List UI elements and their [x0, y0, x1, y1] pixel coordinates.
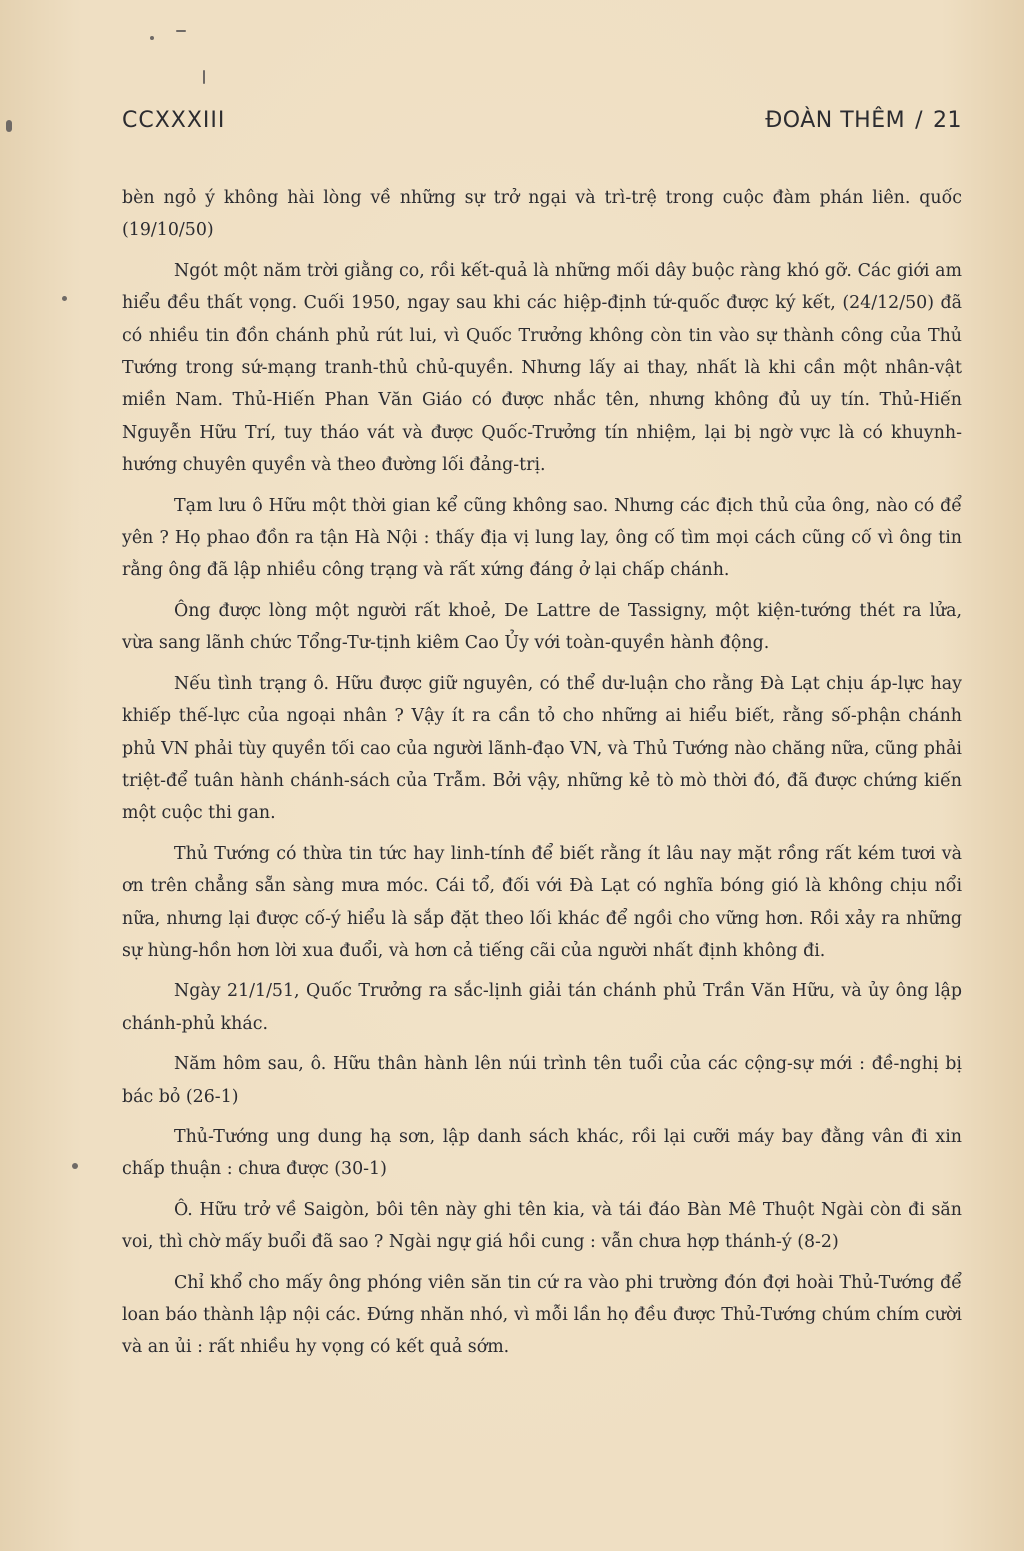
- page-number: 21: [933, 108, 962, 133]
- scan-speck: [150, 36, 154, 40]
- scan-speck: [6, 120, 12, 132]
- paragraph: Ô. Hữu trở về Saigòn, bôi tên này ghi tên kia, và tái đáo Bàn Mê Thuột Ngài còn đi săn voi, thì chờ mấy buổi đã sao ? Ngài ngự giá hồi cung : vẫn chưa hợp thánh-ý (8-2): [122, 1199, 962, 1253]
- header-separator: /: [915, 108, 923, 133]
- running-head: [765, 108, 962, 133]
- paragraph: bèn ngỏ ý không hài lòng về những sự trở ngại và trì-trệ trong cuộc đàm phán liên. quốc (19/10/50): [122, 188, 962, 241]
- paragraph: Ngày 21/1/51, Quốc Trưởng ra sắc-lịnh giải tán chánh phủ Trần Văn Hữu, và ủy ông lập chánh-phủ khác.: [122, 981, 962, 1034]
- paragraph: Nếu tình trạng ô. Hữu được giữ nguyên, có thể dư-luận cho rằng Đà Lạt chịu áp-lực hay khiếp thế-lực của ngoại nhân ? Vậy ít ra cần tỏ cho những ai hiểu biết, rằng số-phận chánh phủ VN phải tùy quyền tối cao của người lãnh-đạo VN, và Thủ Tướng nào chăng nữa, cũng phải triệt-để tuân hành chánh-sách của Trẫm. Bởi vậy, những kẻ tò mò thời đó, đã được chứng kiến một cuộc thi gan.: [122, 673, 962, 824]
- scan-speck: [72, 1163, 78, 1169]
- scan-speck: [176, 30, 186, 32]
- author-name: ĐOÀN THÊM: [765, 108, 906, 133]
- page-header: [122, 108, 962, 142]
- chapter-number: CCXXXIII: [122, 108, 226, 133]
- scan-speck: [62, 296, 67, 301]
- paragraph: Tạm lưu ô Hữu một thời gian kể cũng không sao. Nhưng các địch thủ của ông, nào có để yên ? Họ phao đồn ra tận Hà Nội : thấy địa vị lung lay, ông cố tìm mọi cách cũng cố vì ông tin rằng ông đã lập nhiều công trạng và rất xứng đáng ở lại chấp chánh.: [122, 495, 962, 581]
- paragraph: Ông được lòng một người rất khoẻ, De Lattre de Tassigny, một kiện-tướng thét ra lửa, vừa sang lãnh chức Tổng-Tư-tịnh kiêm Cao Ủy với toàn-quyền hành động.: [122, 600, 962, 654]
- paragraph: Năm hôm sau, ô. Hữu thân hành lên núi trình tên tuổi của các cộng-sự mới : đề-nghị bị bác bỏ (26-1): [122, 1054, 962, 1107]
- paragraph: Thủ Tướng có thừa tin tức hay linh-tính để biết rằng ít lâu nay mặt rồng rất kém tươi và ơn trên chẳng sẵn sàng mưa móc. Cái tổ, đối với Đà Lạt có nghĩa bóng gió là không chịu nổi nữa, nhưng lại được cố-ý hiểu là sắp đặt theo lối khác để ngồi cho vững hơn. Rồi xảy ra những sự hùng-hồn hơn lời xua đuổi, và hơn cả tiếng cãi của người nhất định không đi.: [122, 843, 962, 961]
- paragraph: Chỉ khổ cho mấy ông phóng viên săn tin cứ ra vào phi trường đón đợi hoài Thủ-Tướng để loan báo thành lập nội các. Đứng nhăn nhó, vì mỗi lần họ đều được Thủ-Tướng chúm chím cười và an ủi : rất nhiều hy vọng có kết quả sớm.: [122, 1272, 962, 1358]
- body-text: [122, 182, 962, 1372]
- paragraph: Ngót một năm trời giằng co, rồi kết-quả là những mối dây buộc ràng khó gỡ. Các giới am hiểu đều thất vọng. Cuối 1950, ngay sau khi các hiệp-định tứ-quốc được ký kết, (24/12/50) đã có nhiều tin đồn chánh phủ rút lui, vì Quốc Trưởng không còn tin vào sự thành công của Thủ Tướng trong sứ-mạng tranh-thủ chủ-quyền. Nhưng lấy ai thay, nhất là khi cần một nhân-vật miền Nam. Thủ-Hiến Phan Văn Giáo có được nhắc tên, nhưng không đủ uy tín. Thủ-Hiến Nguyễn Hữu Trí, tuy tháo vát và được Quốc-Trưởng tín nhiệm, lại bị ngờ vực là có khuynh-hướng chuyên quyền và theo đường lối đảng-trị.: [122, 260, 962, 476]
- scan-speck: [203, 70, 205, 84]
- paragraph: Thủ-Tướng ung dung hạ sơn, lập danh sách khác, rồi lại cưỡi máy bay đằng vân đi xin chấp thuận : chưa được (30-1): [122, 1126, 962, 1180]
